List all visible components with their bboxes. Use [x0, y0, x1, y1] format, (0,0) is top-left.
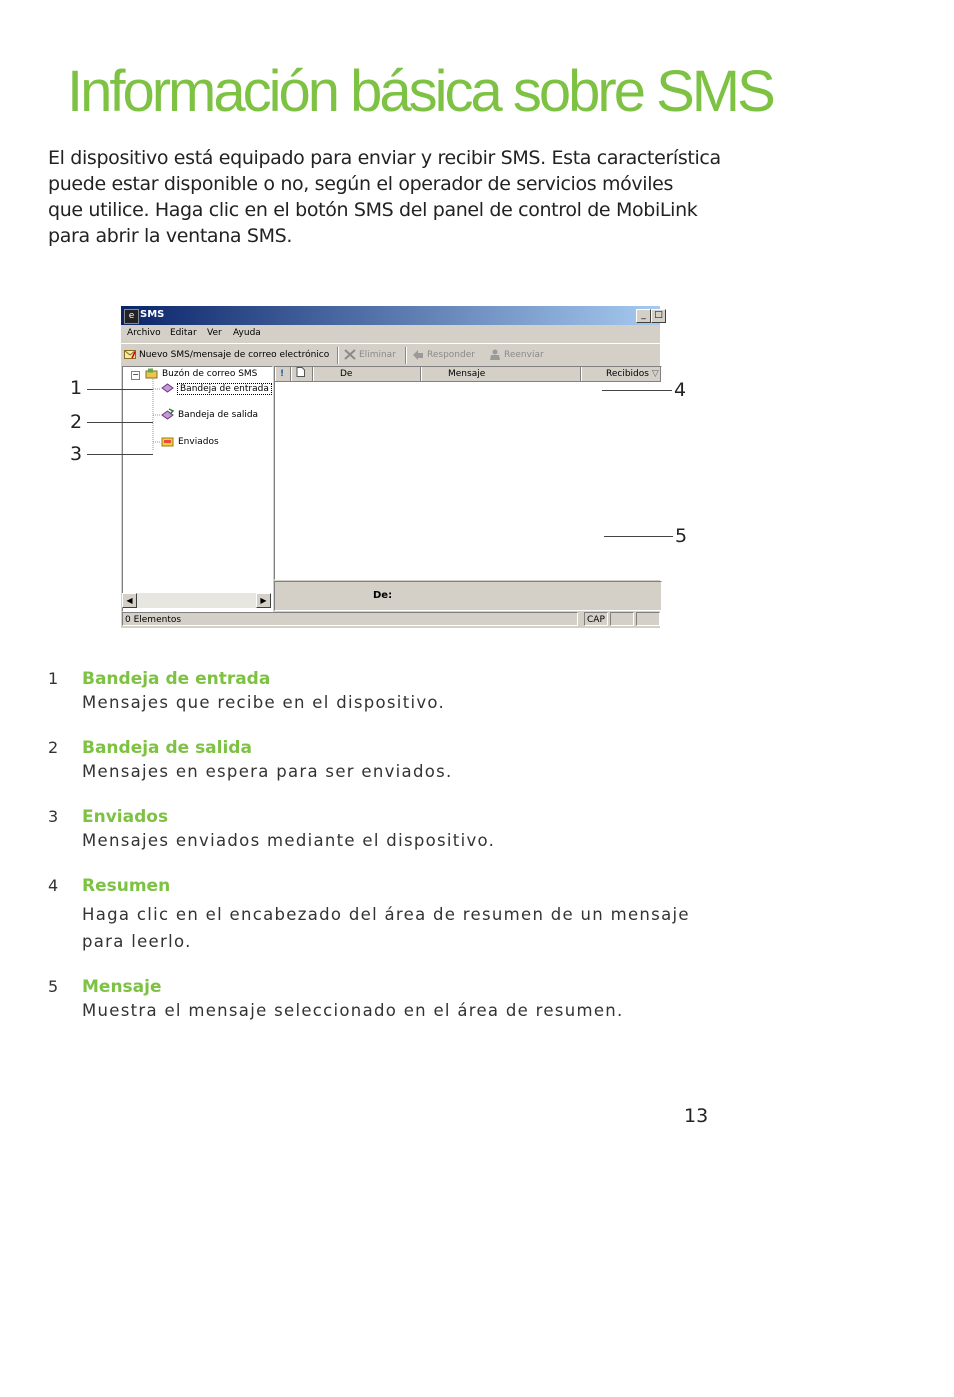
tree-item-inbox[interactable] — [161, 383, 271, 394]
tree-label: Buzón de correo SMS — [162, 369, 258, 379]
delete-icon — [344, 349, 356, 360]
callout-5: 5 — [675, 525, 688, 547]
sms-window — [121, 306, 663, 628]
legend-heading: Bandeja de entrada — [82, 669, 271, 689]
tree-item-sent[interactable] — [161, 436, 219, 447]
legend-description: Muestra el mensaje seleccionado en el área de resumen. — [82, 1001, 624, 1020]
menu-editar[interactable]: Editar — [170, 328, 197, 338]
tree-label: Bandeja de entrada — [180, 384, 269, 394]
new-sms-label: Nuevo SMS/mensaje de correo electrónico — [139, 350, 330, 360]
reply-button[interactable] — [412, 349, 475, 360]
legend-number: 5 — [48, 977, 59, 996]
scroll-right-arrow-icon[interactable]: ▶ — [256, 593, 271, 608]
page-icon — [296, 367, 305, 377]
legend-description: Haga clic en el encabezado del área de resumen de un mensaje — [82, 905, 690, 924]
status-cell — [636, 612, 660, 626]
status-cell — [610, 612, 634, 626]
preview-from-label: De: — [373, 590, 393, 601]
intro-paragraph — [48, 145, 728, 249]
message-list[interactable] — [274, 366, 662, 580]
menu-bar — [121, 325, 660, 342]
tree-horizontal-scrollbar[interactable] — [122, 593, 271, 608]
reply-label: Responder — [427, 350, 475, 360]
intro-line: para abrir la ventana SMS. — [48, 225, 293, 247]
collapse-toggle[interactable]: − — [132, 370, 139, 379]
menu-archivo[interactable]: Archivo — [127, 328, 161, 338]
sort-arrow-icon: ▽ — [651, 369, 659, 379]
column-attachment[interactable] — [291, 367, 313, 381]
delete-label: Eliminar — [359, 350, 396, 360]
legend-heading: Bandeja de salida — [82, 738, 252, 758]
reply-icon — [412, 349, 424, 360]
legend-heading: Resumen — [82, 876, 171, 896]
legend-number: 4 — [48, 876, 59, 895]
callout-line-3 — [87, 454, 153, 455]
legend-description: Mensajes que recibe en el dispositivo. — [82, 693, 446, 712]
page-number: 13 — [684, 1105, 709, 1127]
new-message-icon — [124, 349, 136, 360]
legend-heading: Enviados — [82, 807, 169, 827]
legend-heading: Mensaje — [82, 977, 162, 997]
menu-ayuda[interactable]: Ayuda — [233, 328, 261, 338]
legend-number: 2 — [48, 738, 59, 757]
column-received-label: Recibidos — [606, 369, 649, 379]
column-priority[interactable]: ! — [275, 367, 291, 381]
intro-line: El dispositivo está equipado para enviar y recibir SMS. Esta característica — [48, 147, 721, 169]
window-titlebar — [121, 306, 663, 325]
callout-2: 2 — [70, 411, 83, 433]
intro-line: puede estar disponible o no, según el operador de servicios móviles — [48, 173, 674, 195]
scroll-left-arrow-icon[interactable]: ◀ — [122, 593, 137, 608]
legend-description: Mensajes en espera para ser enviados. — [82, 762, 453, 781]
callout-line-5 — [604, 536, 673, 537]
forward-icon — [489, 349, 501, 360]
folder-tree — [122, 366, 273, 612]
forward-label: Reenviar — [504, 350, 544, 360]
menu-ver[interactable]: Ver — [207, 328, 222, 338]
window-title: SMS — [140, 309, 165, 320]
legend-description: para leerlo. — [82, 932, 192, 951]
legend-number: 3 — [48, 807, 59, 826]
toolbar-separator — [337, 347, 339, 364]
callout-3: 3 — [70, 443, 83, 465]
column-from[interactable]: De — [313, 367, 421, 381]
callout-line-1 — [87, 389, 153, 390]
new-sms-button[interactable] — [124, 349, 329, 360]
status-caps: CAP — [584, 612, 608, 626]
status-bar — [121, 611, 660, 628]
tree-label: Enviados — [178, 437, 219, 447]
callout-line-2 — [87, 422, 153, 423]
maximize-button[interactable]: □ — [651, 309, 666, 323]
delete-button[interactable] — [344, 349, 396, 360]
callout-line-4 — [602, 390, 672, 391]
page-title: Información básica sobre SMS — [67, 59, 773, 124]
app-icon: e — [124, 309, 139, 324]
legend-number: 1 — [48, 669, 59, 688]
toolbar-separator — [405, 347, 407, 364]
message-preview-pane — [274, 581, 662, 611]
tree-item-outbox[interactable] — [161, 409, 258, 420]
tree-label: Bandeja de salida — [178, 410, 259, 420]
status-item-count: 0 Elementos — [122, 612, 578, 626]
forward-button[interactable] — [489, 349, 544, 360]
column-received[interactable] — [581, 367, 661, 381]
callout-1: 1 — [70, 377, 83, 399]
legend-description: Mensajes enviados mediante el dispositivo. — [82, 831, 496, 850]
callout-4: 4 — [674, 379, 687, 401]
minimize-button[interactable]: _ — [636, 309, 651, 323]
intro-line: que utilice. Haga clic en el botón SMS del panel de control de MobiLink — [48, 199, 698, 221]
toolbar — [121, 343, 660, 366]
column-message[interactable]: Mensaje — [421, 367, 581, 381]
message-list-header — [275, 367, 661, 382]
